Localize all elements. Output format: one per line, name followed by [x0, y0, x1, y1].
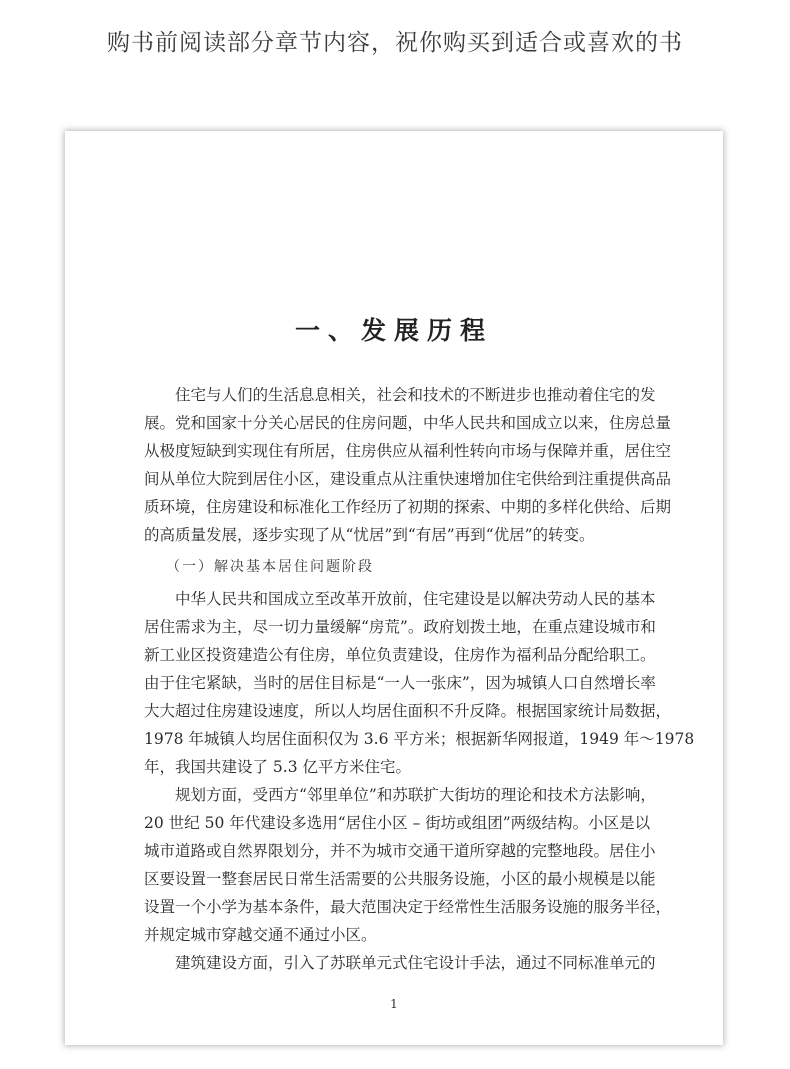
paragraph — [144, 381, 672, 549]
text-line: 住宅与人们的生活息息相关，社会和技术的不断进步也推动着住宅的发 — [175, 386, 656, 404]
text-line: 从极度短缺到实现住有所居，住房供应从福利性转向市场与保障并重，居住空 — [144, 442, 672, 460]
paragraph — [144, 781, 672, 949]
text-line: 1978 年城镇人均居住面积仅为 3.6 平方米；根据新华网报道，1949 年～1978 — [144, 730, 695, 748]
text-line: 建筑建设方面，引入了苏联单元式住宅设计手法，通过不同标准单元的 — [175, 954, 656, 972]
text-line: 规划方面，受西方“邻里单位”和苏联扩大街坊的理论和技术方法影响， — [175, 786, 656, 804]
text-line: 展。党和国家十分关心居民的住房问题，中华人民共和国成立以来，住房总量 — [144, 414, 672, 432]
text-line: 年，我国共建设了 5.3 亿平方米住宅。 — [144, 758, 412, 776]
text-line: 设置一个小学为基本条件，最大范围决定于经常性生活服务设施的服务半径， — [144, 898, 672, 916]
text-line: 中华人民共和国成立至改革开放前，住宅建设是以解决劳动人民的基本 — [175, 590, 656, 608]
text-line: 的高质量发展，逐步实现了从“忧居”到“有居”再到“优居”的转变。 — [144, 526, 595, 544]
text-line: 大大超过住房建设速度，所以人均居住面积不升反降。根据国家统计局数据， — [144, 702, 672, 720]
paragraph — [144, 949, 656, 977]
text-line: 20 世纪 50 年代建设多选用“居住小区 – 街坊或组团”两级结构。小区是以 — [144, 814, 651, 832]
text-line: 间从单位大院到居住小区，建设重点从注重快速增加住宅供给到注重提供高品 — [144, 470, 672, 488]
book-page — [65, 131, 723, 1045]
paragraph — [144, 585, 695, 781]
text-line: 居住需求为主，尽一切力量缓解“房荒”。政府划拨土地，在重点建设城市和 — [144, 618, 656, 636]
preview-banner: 购书前阅读部分章节内容，祝你购买到适合或喜欢的书 — [107, 30, 683, 56]
page-number: 1 — [390, 997, 398, 1011]
chapter-title: 一、发展历程 — [294, 316, 493, 345]
page-body — [144, 381, 695, 977]
text-line: 新工业区投资建造公有住房，单位负责建设，住房作为福利品分配给职工。 — [144, 646, 656, 664]
text-line: 并规定城市穿越交通不通过小区。 — [144, 926, 377, 944]
text-line: 质环境，住房建设和标准化工作经历了初期的探索、中期的多样化供给、后期 — [144, 498, 672, 516]
text-line: 城市道路或自然界限划分，并不为城市交通干道所穿越的完整地段。居住小 — [144, 842, 656, 860]
section-subheading: （一）解决基本居住问题阶段 — [166, 559, 374, 575]
text-line: 区要设置一整套居民日常生活需要的公共服务设施，小区的最小规模是以能 — [144, 870, 656, 888]
text-line: 由于住宅紧缺，当时的居住目标是“一人一张床”，因为城镇人口自然增长率 — [144, 674, 656, 692]
